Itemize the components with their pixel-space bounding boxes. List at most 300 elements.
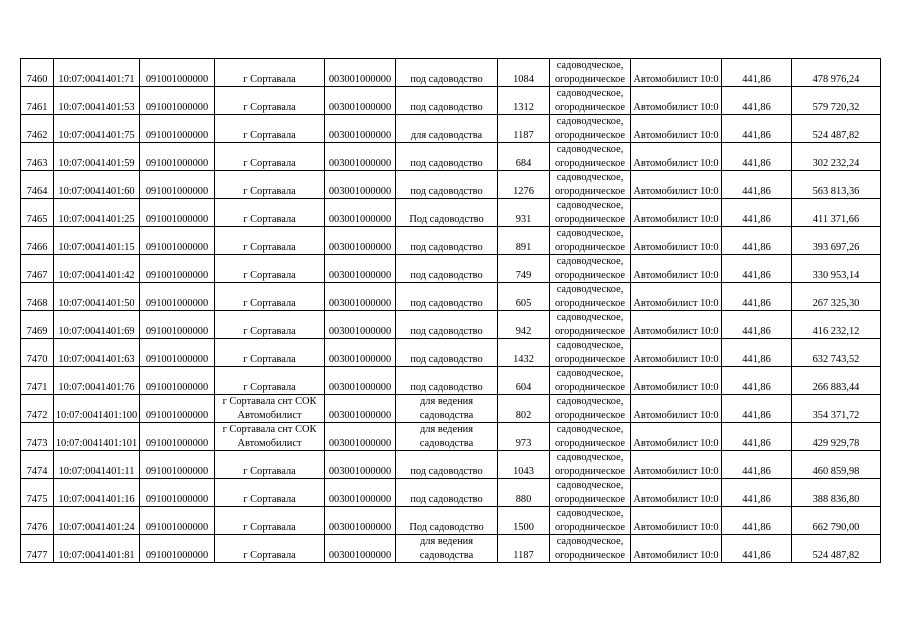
cell-land-category xyxy=(550,507,631,535)
cell-association-name xyxy=(631,535,722,563)
cell-okato-code xyxy=(140,423,215,451)
cell-settlement xyxy=(215,143,325,171)
okato-code-text: 091001000000 xyxy=(145,521,209,533)
settlement-text: г Сортавала xyxy=(243,521,296,533)
area-text: 604 xyxy=(515,381,532,393)
cell-land-category xyxy=(550,535,631,563)
oktmo-code-text: 003001000000 xyxy=(328,465,392,477)
table-row xyxy=(21,227,881,255)
cell-land-category xyxy=(550,367,631,395)
cell-area xyxy=(498,199,550,227)
cell-specific-value xyxy=(722,283,792,311)
cell-association-name xyxy=(631,87,722,115)
cadastral-number-text: 10:07:0041401:63 xyxy=(58,353,135,365)
cell-cadastral-number xyxy=(54,199,140,227)
cell-record-number xyxy=(21,535,54,563)
cell-association-name xyxy=(631,115,722,143)
cell-record-number xyxy=(21,143,54,171)
land-category-text: садоводческое, огородническое xyxy=(554,116,626,141)
cell-okato-code xyxy=(140,395,215,423)
cell-cadastral-number xyxy=(54,255,140,283)
cell-specific-value xyxy=(722,507,792,535)
table-row xyxy=(21,255,881,283)
cell-association-name xyxy=(631,171,722,199)
permitted-use-text: под садоводство xyxy=(410,185,483,197)
cell-cadastral-value xyxy=(792,227,881,255)
cell-okato-code xyxy=(140,479,215,507)
land-category-text: садоводческое, огородническое xyxy=(554,536,626,561)
cell-land-category xyxy=(550,423,631,451)
cell-specific-value xyxy=(722,479,792,507)
cell-land-category xyxy=(550,283,631,311)
oktmo-code-text: 003001000000 xyxy=(328,325,392,337)
table-row xyxy=(21,339,881,367)
cell-oktmo-code xyxy=(325,115,396,143)
cell-association-name xyxy=(631,227,722,255)
cell-oktmo-code xyxy=(325,171,396,199)
cadastral-number-text: 10:07:0041401:75 xyxy=(58,129,135,141)
permitted-use-text: под садоводство xyxy=(410,465,483,477)
permitted-use-text: под садоводство xyxy=(410,353,483,365)
settlement-text: г Сортавала xyxy=(243,101,296,113)
record-number-text: 7465 xyxy=(26,213,48,225)
area-text: 802 xyxy=(515,409,532,421)
cell-area xyxy=(498,311,550,339)
cell-association-name xyxy=(631,479,722,507)
permitted-use-text: для ведения садоводства xyxy=(419,424,474,449)
specific-value-text: 441,86 xyxy=(742,241,771,253)
cadastral-number-text: 10:07:0041401:25 xyxy=(58,213,135,225)
permitted-use-text: под садоводство xyxy=(410,157,483,169)
cell-cadastral-value xyxy=(792,367,881,395)
cell-specific-value xyxy=(722,535,792,563)
record-number-text: 7468 xyxy=(26,297,48,309)
record-number-text: 7474 xyxy=(26,465,48,477)
cell-settlement xyxy=(215,311,325,339)
cell-oktmo-code xyxy=(325,199,396,227)
permitted-use-text: для ведения садоводства xyxy=(419,536,474,561)
cell-cadastral-value xyxy=(792,199,881,227)
cadastral-number-text: 10:07:0041401:53 xyxy=(58,101,135,113)
cell-land-category xyxy=(550,339,631,367)
table-row xyxy=(21,395,881,423)
specific-value-text: 441,86 xyxy=(742,437,771,449)
cell-cadastral-number xyxy=(54,507,140,535)
cell-okato-code xyxy=(140,255,215,283)
association-name-text: Автомобилист 10:0 xyxy=(633,521,719,533)
cell-oktmo-code xyxy=(325,283,396,311)
cell-association-name xyxy=(631,143,722,171)
cell-settlement xyxy=(215,339,325,367)
cell-cadastral-number xyxy=(54,451,140,479)
cell-specific-value xyxy=(722,59,792,87)
cell-area xyxy=(498,255,550,283)
cell-settlement xyxy=(215,451,325,479)
cell-oktmo-code xyxy=(325,59,396,87)
cell-permitted-use xyxy=(396,479,498,507)
cell-cadastral-number xyxy=(54,171,140,199)
cell-cadastral-number xyxy=(54,87,140,115)
okato-code-text: 091001000000 xyxy=(145,465,209,477)
cell-oktmo-code xyxy=(325,255,396,283)
cadastral-value-text: 393 697,26 xyxy=(812,241,860,253)
cell-area xyxy=(498,339,550,367)
specific-value-text: 441,86 xyxy=(742,381,771,393)
record-number-text: 7477 xyxy=(26,549,48,561)
cell-settlement xyxy=(215,199,325,227)
cell-cadastral-value xyxy=(792,479,881,507)
cadastral-number-text: 10:07:0041401:59 xyxy=(58,157,135,169)
cell-record-number xyxy=(21,59,54,87)
cadastral-value-text: 354 371,72 xyxy=(812,409,860,421)
specific-value-text: 441,86 xyxy=(742,409,771,421)
land-category-text: садоводческое, огородническое xyxy=(554,368,626,393)
land-category-text: садоводческое, огородническое xyxy=(554,424,626,449)
cell-permitted-use xyxy=(396,87,498,115)
cadastral-value-text: 579 720,32 xyxy=(812,101,860,113)
cell-record-number xyxy=(21,255,54,283)
cell-settlement xyxy=(215,423,325,451)
association-name-text: Автомобилист 10:0 xyxy=(633,465,719,477)
cell-settlement xyxy=(215,87,325,115)
permitted-use-text: под садоводство xyxy=(410,493,483,505)
association-name-text: Автомобилист 10:0 xyxy=(633,409,719,421)
association-name-text: Автомобилист 10:0 xyxy=(633,213,719,225)
cell-cadastral-number xyxy=(54,143,140,171)
permitted-use-text: Под садоводство xyxy=(409,213,484,225)
specific-value-text: 441,86 xyxy=(742,101,771,113)
permitted-use-text: под садоводство xyxy=(410,381,483,393)
specific-value-text: 441,86 xyxy=(742,521,771,533)
cadastral-number-text: 10:07:0041401:16 xyxy=(58,493,135,505)
association-name-text: Автомобилист 10:0 xyxy=(633,157,719,169)
record-number-text: 7472 xyxy=(26,409,48,421)
association-name-text: Автомобилист 10:0 xyxy=(633,241,719,253)
cadastral-value-text: 524 487,82 xyxy=(812,129,860,141)
land-category-text: садоводческое, огородническое xyxy=(554,340,626,365)
cell-specific-value xyxy=(722,367,792,395)
settlement-text: г Сортавала xyxy=(243,549,296,561)
cell-okato-code xyxy=(140,115,215,143)
cell-association-name xyxy=(631,283,722,311)
cadastral-value-text: 460 859,98 xyxy=(812,465,860,477)
cell-record-number xyxy=(21,171,54,199)
specific-value-text: 441,86 xyxy=(742,129,771,141)
cell-land-category xyxy=(550,311,631,339)
cell-settlement xyxy=(215,59,325,87)
settlement-text: г Сортавала xyxy=(243,157,296,169)
cell-cadastral-value xyxy=(792,535,881,563)
cell-record-number xyxy=(21,227,54,255)
specific-value-text: 441,86 xyxy=(742,269,771,281)
cadastral-number-text: 10:07:0041401:42 xyxy=(58,269,135,281)
cell-land-category xyxy=(550,143,631,171)
cell-settlement xyxy=(215,367,325,395)
cell-area xyxy=(498,535,550,563)
cell-cadastral-number xyxy=(54,479,140,507)
cell-record-number xyxy=(21,507,54,535)
table-row xyxy=(21,143,881,171)
cell-association-name xyxy=(631,199,722,227)
area-text: 973 xyxy=(515,437,532,449)
cell-cadastral-value xyxy=(792,423,881,451)
cell-area xyxy=(498,227,550,255)
cell-specific-value xyxy=(722,339,792,367)
cell-permitted-use xyxy=(396,423,498,451)
land-registry-table xyxy=(20,58,881,563)
record-number-text: 7462 xyxy=(26,129,48,141)
cell-settlement xyxy=(215,255,325,283)
association-name-text: Автомобилист 10:0 xyxy=(633,129,719,141)
cadastral-value-text: 266 883,44 xyxy=(812,381,860,393)
cell-specific-value xyxy=(722,143,792,171)
cell-land-category xyxy=(550,227,631,255)
cell-area xyxy=(498,143,550,171)
table-row xyxy=(21,479,881,507)
settlement-text: г Сортавала xyxy=(243,185,296,197)
record-number-text: 7466 xyxy=(26,241,48,253)
okato-code-text: 091001000000 xyxy=(145,493,209,505)
cell-okato-code xyxy=(140,451,215,479)
area-text: 942 xyxy=(515,325,532,337)
cadastral-value-text: 330 953,14 xyxy=(812,269,860,281)
settlement-text: г Сортавала xyxy=(243,325,296,337)
permitted-use-text: под садоводство xyxy=(410,73,483,85)
cell-permitted-use xyxy=(396,199,498,227)
cell-settlement xyxy=(215,283,325,311)
cell-settlement xyxy=(215,479,325,507)
cell-specific-value xyxy=(722,87,792,115)
land-category-text: садоводческое, огородническое xyxy=(554,172,626,197)
cell-cadastral-number xyxy=(54,227,140,255)
table-row xyxy=(21,199,881,227)
cadastral-number-text: 10:07:0041401:50 xyxy=(58,297,135,309)
oktmo-code-text: 003001000000 xyxy=(328,353,392,365)
cell-cadastral-value xyxy=(792,115,881,143)
cell-permitted-use xyxy=(396,535,498,563)
cell-specific-value xyxy=(722,395,792,423)
settlement-text: г Сортавала снт СОК Автомобилист xyxy=(222,396,317,421)
specific-value-text: 441,86 xyxy=(742,465,771,477)
table-body xyxy=(21,59,881,563)
record-number-text: 7469 xyxy=(26,325,48,337)
cell-permitted-use xyxy=(396,339,498,367)
permitted-use-text: под садоводство xyxy=(410,325,483,337)
oktmo-code-text: 003001000000 xyxy=(328,213,392,225)
specific-value-text: 441,86 xyxy=(742,185,771,197)
cadastral-value-text: 267 325,30 xyxy=(812,297,860,309)
area-text: 1276 xyxy=(513,185,534,197)
land-category-text: садоводческое, огородническое xyxy=(554,312,626,337)
cell-cadastral-number xyxy=(54,339,140,367)
cell-cadastral-number xyxy=(54,367,140,395)
cadastral-number-text: 10:07:0041401:101 xyxy=(55,437,138,449)
oktmo-code-text: 003001000000 xyxy=(328,521,392,533)
cell-oktmo-code xyxy=(325,423,396,451)
land-category-text: садоводческое, огородническое xyxy=(554,200,626,225)
permitted-use-text: для ведения садоводства xyxy=(419,396,474,421)
cell-okato-code xyxy=(140,367,215,395)
cell-okato-code xyxy=(140,535,215,563)
record-number-text: 7473 xyxy=(26,437,48,449)
settlement-text: г Сортавала xyxy=(243,353,296,365)
land-category-text: садоводческое, огородническое xyxy=(554,144,626,169)
specific-value-text: 441,86 xyxy=(742,353,771,365)
area-text: 891 xyxy=(515,241,532,253)
cell-oktmo-code xyxy=(325,311,396,339)
cadastral-number-text: 10:07:0041401:11 xyxy=(58,465,135,477)
oktmo-code-text: 003001000000 xyxy=(328,381,392,393)
cell-record-number xyxy=(21,367,54,395)
permitted-use-text: под садоводство xyxy=(410,101,483,113)
cell-association-name xyxy=(631,451,722,479)
cell-oktmo-code xyxy=(325,87,396,115)
cell-permitted-use xyxy=(396,367,498,395)
okato-code-text: 091001000000 xyxy=(145,409,209,421)
oktmo-code-text: 003001000000 xyxy=(328,241,392,253)
cell-cadastral-value xyxy=(792,171,881,199)
association-name-text: Автомобилист 10:0 xyxy=(633,73,719,85)
association-name-text: Автомобилист 10:0 xyxy=(633,493,719,505)
table-row xyxy=(21,535,881,563)
land-category-text: садоводческое, огородническое xyxy=(554,396,626,421)
cell-cadastral-value xyxy=(792,255,881,283)
cell-record-number xyxy=(21,311,54,339)
settlement-text: г Сортавала снт СОК Автомобилист xyxy=(222,424,317,449)
cell-cadastral-value xyxy=(792,87,881,115)
cell-specific-value xyxy=(722,199,792,227)
cell-record-number xyxy=(21,451,54,479)
cell-okato-code xyxy=(140,311,215,339)
cell-oktmo-code xyxy=(325,507,396,535)
oktmo-code-text: 003001000000 xyxy=(328,269,392,281)
area-text: 1187 xyxy=(513,549,534,561)
cell-settlement xyxy=(215,171,325,199)
cell-okato-code xyxy=(140,87,215,115)
cadastral-number-text: 10:07:0041401:69 xyxy=(58,325,135,337)
cell-association-name xyxy=(631,367,722,395)
okato-code-text: 091001000000 xyxy=(145,129,209,141)
association-name-text: Автомобилист 10:0 xyxy=(633,269,719,281)
cell-oktmo-code xyxy=(325,535,396,563)
land-category-text: садоводческое, огородническое xyxy=(554,452,626,477)
cell-land-category xyxy=(550,395,631,423)
cell-area xyxy=(498,451,550,479)
cell-association-name xyxy=(631,395,722,423)
cell-cadastral-value xyxy=(792,143,881,171)
table-row xyxy=(21,507,881,535)
association-name-text: Автомобилист 10:0 xyxy=(633,549,719,561)
record-number-text: 7460 xyxy=(26,73,48,85)
cell-oktmo-code xyxy=(325,227,396,255)
cadastral-value-text: 478 976,24 xyxy=(812,73,860,85)
cadastral-number-text: 10:07:0041401:15 xyxy=(58,241,135,253)
cell-cadastral-value xyxy=(792,311,881,339)
land-category-text: садоводческое, огородническое xyxy=(554,508,626,533)
settlement-text: г Сортавала xyxy=(243,465,296,477)
cell-cadastral-value xyxy=(792,507,881,535)
cell-oktmo-code xyxy=(325,143,396,171)
cell-area xyxy=(498,59,550,87)
cell-record-number xyxy=(21,479,54,507)
table-row xyxy=(21,87,881,115)
cadastral-value-text: 411 371,66 xyxy=(812,213,860,225)
oktmo-code-text: 003001000000 xyxy=(328,493,392,505)
okato-code-text: 091001000000 xyxy=(145,549,209,561)
area-text: 880 xyxy=(515,493,532,505)
association-name-text: Автомобилист 10:0 xyxy=(633,185,719,197)
cell-oktmo-code xyxy=(325,395,396,423)
cell-permitted-use xyxy=(396,395,498,423)
cell-okato-code xyxy=(140,227,215,255)
cell-specific-value xyxy=(722,311,792,339)
area-text: 1043 xyxy=(513,465,534,477)
cell-land-category xyxy=(550,199,631,227)
table-row xyxy=(21,367,881,395)
cell-area xyxy=(498,283,550,311)
permitted-use-text: под садоводство xyxy=(410,241,483,253)
area-text: 749 xyxy=(515,269,532,281)
cell-area xyxy=(498,87,550,115)
okato-code-text: 091001000000 xyxy=(145,437,209,449)
cadastral-number-text: 10:07:0041401:24 xyxy=(58,521,135,533)
cell-record-number xyxy=(21,87,54,115)
cell-permitted-use xyxy=(396,171,498,199)
cell-record-number xyxy=(21,283,54,311)
permitted-use-text: Под садоводство xyxy=(409,521,484,533)
cell-cadastral-value xyxy=(792,451,881,479)
cell-cadastral-number xyxy=(54,311,140,339)
area-text: 605 xyxy=(515,297,532,309)
table-row xyxy=(21,283,881,311)
cadastral-value-text: 524 487,82 xyxy=(812,549,860,561)
okato-code-text: 091001000000 xyxy=(145,353,209,365)
area-text: 1432 xyxy=(513,353,534,365)
permitted-use-text: для садоводства xyxy=(410,129,483,141)
cell-specific-value xyxy=(722,255,792,283)
cell-okato-code xyxy=(140,199,215,227)
cell-okato-code xyxy=(140,283,215,311)
cell-settlement xyxy=(215,395,325,423)
association-name-text: Автомобилист 10:0 xyxy=(633,297,719,309)
settlement-text: г Сортавала xyxy=(243,129,296,141)
area-text: 931 xyxy=(515,213,532,225)
oktmo-code-text: 003001000000 xyxy=(328,549,392,561)
settlement-text: г Сортавала xyxy=(243,297,296,309)
okato-code-text: 091001000000 xyxy=(145,381,209,393)
cell-specific-value xyxy=(722,115,792,143)
cell-record-number xyxy=(21,395,54,423)
specific-value-text: 441,86 xyxy=(742,157,771,169)
cell-association-name xyxy=(631,255,722,283)
land-category-text: садоводческое, огородническое xyxy=(554,284,626,309)
cell-area xyxy=(498,423,550,451)
cell-specific-value xyxy=(722,451,792,479)
land-category-text: садоводческое, огородническое xyxy=(554,60,626,85)
permitted-use-text: под садоводство xyxy=(410,269,483,281)
oktmo-code-text: 003001000000 xyxy=(328,129,392,141)
cell-okato-code xyxy=(140,59,215,87)
settlement-text: г Сортавала xyxy=(243,269,296,281)
okato-code-text: 091001000000 xyxy=(145,73,209,85)
cell-land-category xyxy=(550,115,631,143)
specific-value-text: 441,86 xyxy=(742,297,771,309)
cell-record-number xyxy=(21,423,54,451)
cell-cadastral-number xyxy=(54,283,140,311)
cadastral-value-text: 563 813,36 xyxy=(812,185,860,197)
okato-code-text: 091001000000 xyxy=(145,269,209,281)
cell-permitted-use xyxy=(396,115,498,143)
